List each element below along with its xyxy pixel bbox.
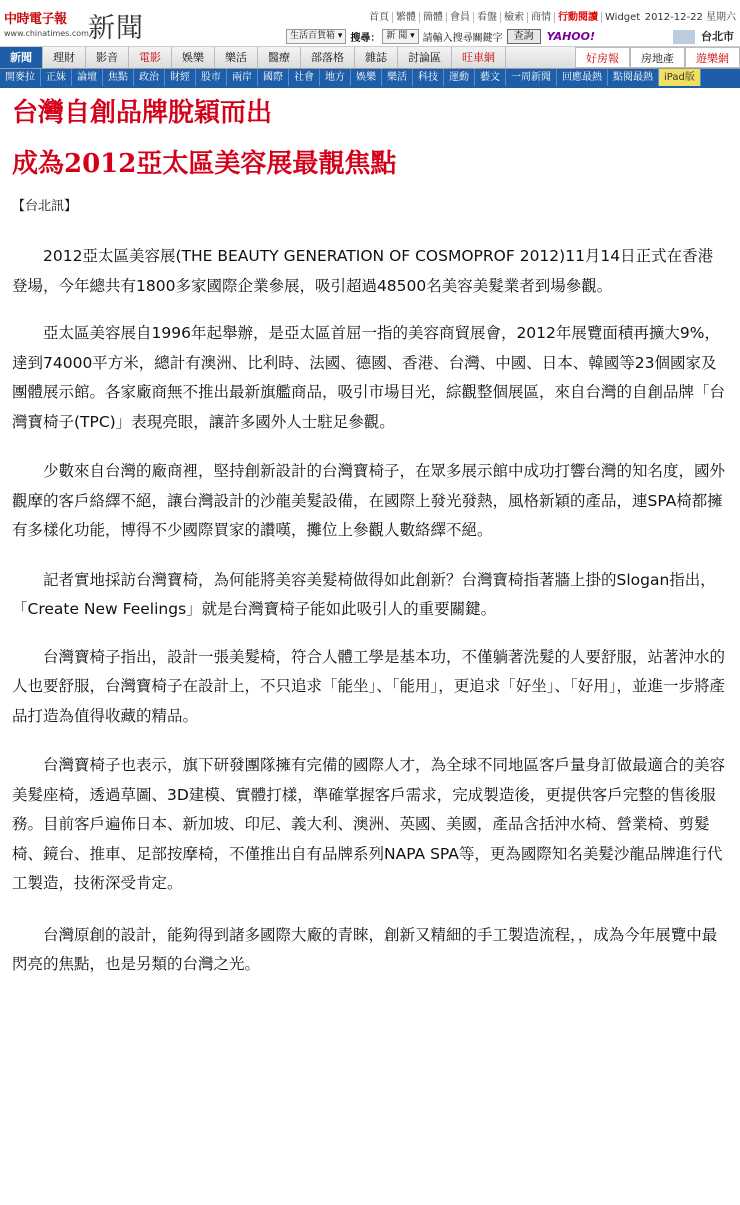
article-dateline: 【台北訊】	[12, 199, 78, 214]
article-title-line2: 成為2012亞太區美容展最靚焦點	[12, 149, 397, 179]
search-scope-value: 新 聞	[386, 30, 408, 41]
subnav-item[interactable]: 回應最熱	[557, 69, 608, 86]
current-date: 2012-12-22 星期六	[644, 12, 736, 23]
subnav-item[interactable]: 焦點	[103, 69, 134, 86]
subnav-ipad[interactable]: iPad版	[659, 69, 701, 86]
top-link-simplified[interactable]: 簡體	[420, 12, 447, 23]
search-label: 搜尋：	[350, 32, 381, 44]
nav-blog[interactable]: 部落格	[301, 47, 355, 68]
top-link-search[interactable]: 檢索	[501, 12, 528, 23]
article-paragraph: 2012亞太區美容展(THE BEAUTY GENERATION OF COSMOPROF 2012)11月14日正式在香港登場，今年總共有1800多家國際企業參展，吸引超過48500名美容美髮業者到場參觀。	[12, 247, 714, 295]
brand-name: 中時電子報	[4, 12, 67, 27]
top-link-business[interactable]: 商情	[528, 12, 555, 23]
nav-car[interactable]: 旺車網	[452, 47, 506, 68]
subnav-item[interactable]: 點閱最熱	[608, 69, 659, 86]
category-select[interactable]: 生活百貨箱 ▾	[286, 29, 346, 44]
nav-movies[interactable]: 電影	[129, 47, 172, 68]
article-paragraph: 台灣寶椅子也表示，旗下研發團隊擁有完備的國際人才，為全球不同地區客戶量身訂做最適合的美容美髮座椅，透過草圖、3D建模、實體打樣，準確掌握客戶需求，完成製造後，更提供客戶完整的售後服務。目前客戶遍佈日本、新加坡、印尼、義大利、澳洲、英國、美國，產品含括沖水椅、營業椅、剪髮椅、鏡台、推車、足部按摩椅，不僅推出自有品牌系列NAPA SPA等，更為國際知名美髮沙龍品牌進行代工製造，技術深受肯定。	[12, 756, 726, 892]
category-select-value: 生活百貨箱	[290, 30, 336, 41]
nav-magazine[interactable]: 雜誌	[355, 47, 398, 68]
top-link-member[interactable]: 會員	[447, 12, 474, 23]
section-title: 新聞	[88, 13, 144, 44]
site-logo[interactable]	[4, 8, 89, 40]
weather-city: 台北市	[701, 30, 734, 43]
top-link-home[interactable]: 首頁	[366, 12, 393, 23]
nav-real-estate[interactable]: 房地產	[630, 47, 685, 68]
subnav-item[interactable]: 開麥拉	[0, 69, 41, 86]
subnav-item[interactable]: 國際	[258, 69, 289, 86]
top-link-traditional[interactable]: 繁體	[393, 12, 420, 23]
article-paragraph: 少數來自台灣的廠商裡，堅持創新設計的台灣寶椅子，在眾多展示館中成功打響台灣的知名度，國外觀摩的客戶絡繹不絕，讓台灣設計的沙龍美髮設備，在國際上發光發熱，風格新穎的產品，連SPA椅都擁有多樣化功能，博得不少國際買家的讚嘆，攤位上參觀人數絡繹不絕。	[12, 462, 726, 539]
nav-news[interactable]: 新聞	[0, 47, 43, 68]
subnav-item[interactable]: 政治	[134, 69, 165, 86]
search-bar	[286, 28, 595, 44]
top-link-stocks[interactable]: 看盤	[474, 12, 501, 23]
subnav-item[interactable]: 論壇	[72, 69, 103, 86]
top-links	[366, 8, 643, 23]
subnav-item[interactable]: 一周新聞	[506, 69, 557, 86]
weather-widget[interactable]	[673, 28, 734, 44]
nav-video[interactable]: 影音	[86, 47, 129, 68]
subnav-item[interactable]: 地方	[320, 69, 351, 86]
yahoo-logo: YAHOO!	[546, 29, 596, 43]
nav-entertainment[interactable]: 娛樂	[172, 47, 215, 68]
subnav-item[interactable]: 娛樂	[351, 69, 382, 86]
top-header	[0, 0, 740, 47]
primary-nav	[0, 47, 740, 69]
search-button[interactable]: 查詢	[507, 29, 541, 44]
subnav-item[interactable]: 運動	[444, 69, 475, 86]
search-scope-select[interactable]: 新 聞 ▾	[382, 29, 418, 44]
subnav-item[interactable]: 藝文	[475, 69, 506, 86]
secondary-nav	[0, 69, 740, 86]
article	[0, 88, 740, 980]
article-title-line1: 台灣自創品牌脫穎而出	[12, 98, 273, 128]
subnav-item[interactable]: 股市	[196, 69, 227, 86]
nav-finance[interactable]: 理財	[43, 47, 86, 68]
nav-house-news[interactable]: 好房報	[575, 47, 630, 68]
top-link-widget[interactable]: Widget	[605, 12, 641, 23]
nav-forum[interactable]: 討論區	[398, 47, 452, 68]
article-paragraph: 記者實地採訪台灣寶椅，為何能將美容美髮椅做得如此創新？台灣寶椅指著牆上掛的Slogan指出，「Create New Feelings」就是台灣寶椅子能如此吸引人的重要關鍵。	[12, 570, 716, 618]
article-paragraph: 台灣寶椅子指出，設計一張美髮椅，符合人體工學是基本功，不僅躺著洗髮的人要舒服，站著沖水的人也要舒服，台灣寶椅子在設計上，不只追求「能坐」、「能用」，更追求「好坐」、「好用」，並進一步將產品打造為值得收藏的精品。	[12, 647, 726, 725]
top-link-mobile[interactable]: 行動閱讀	[555, 12, 602, 23]
weather-icon	[673, 30, 695, 44]
nav-spacer	[506, 47, 575, 68]
subnav-item[interactable]: 科技	[413, 69, 444, 86]
subnav-item[interactable]: 正妹	[41, 69, 72, 86]
nav-medical[interactable]: 醫療	[258, 47, 301, 68]
article-paragraph: 台灣原創的設計，能夠得到諸多國際大廠的青睞，創新又精細的手工製造流程，，成為今年展覽中最閃亮的焦點，也是另類的台灣之光。	[12, 925, 718, 973]
subnav-item[interactable]: 樂活	[382, 69, 413, 86]
subnav-item[interactable]: 社會	[289, 69, 320, 86]
article-paragraph: 亞太區美容展自1996年起舉辦，是亞太區首屈一指的美容商貿展會，2012年展覽面積再擴大9%，達到74000平方米，總計有澳洲、比利時、法國、德國、香港、台灣、中國、日本、韓國等23個國家及團體展示館。各家廠商無不推出最新旗艦商品，吸引市場目光，綜觀整個展區，來自台灣的自創品牌「台灣寶椅子(TPC)」表現亮眼，讓許多國外人士駐足參觀。	[12, 324, 726, 431]
subnav-item[interactable]: 財經	[165, 69, 196, 86]
brand-url: www.chinatimes.com	[4, 29, 89, 38]
subnav-item[interactable]: 兩岸	[227, 69, 258, 86]
nav-lifestyle[interactable]: 樂活	[215, 47, 258, 68]
nav-travel[interactable]: 遊樂網	[685, 47, 740, 68]
search-input[interactable]: 請輸入搜尋關鍵字	[422, 32, 503, 44]
